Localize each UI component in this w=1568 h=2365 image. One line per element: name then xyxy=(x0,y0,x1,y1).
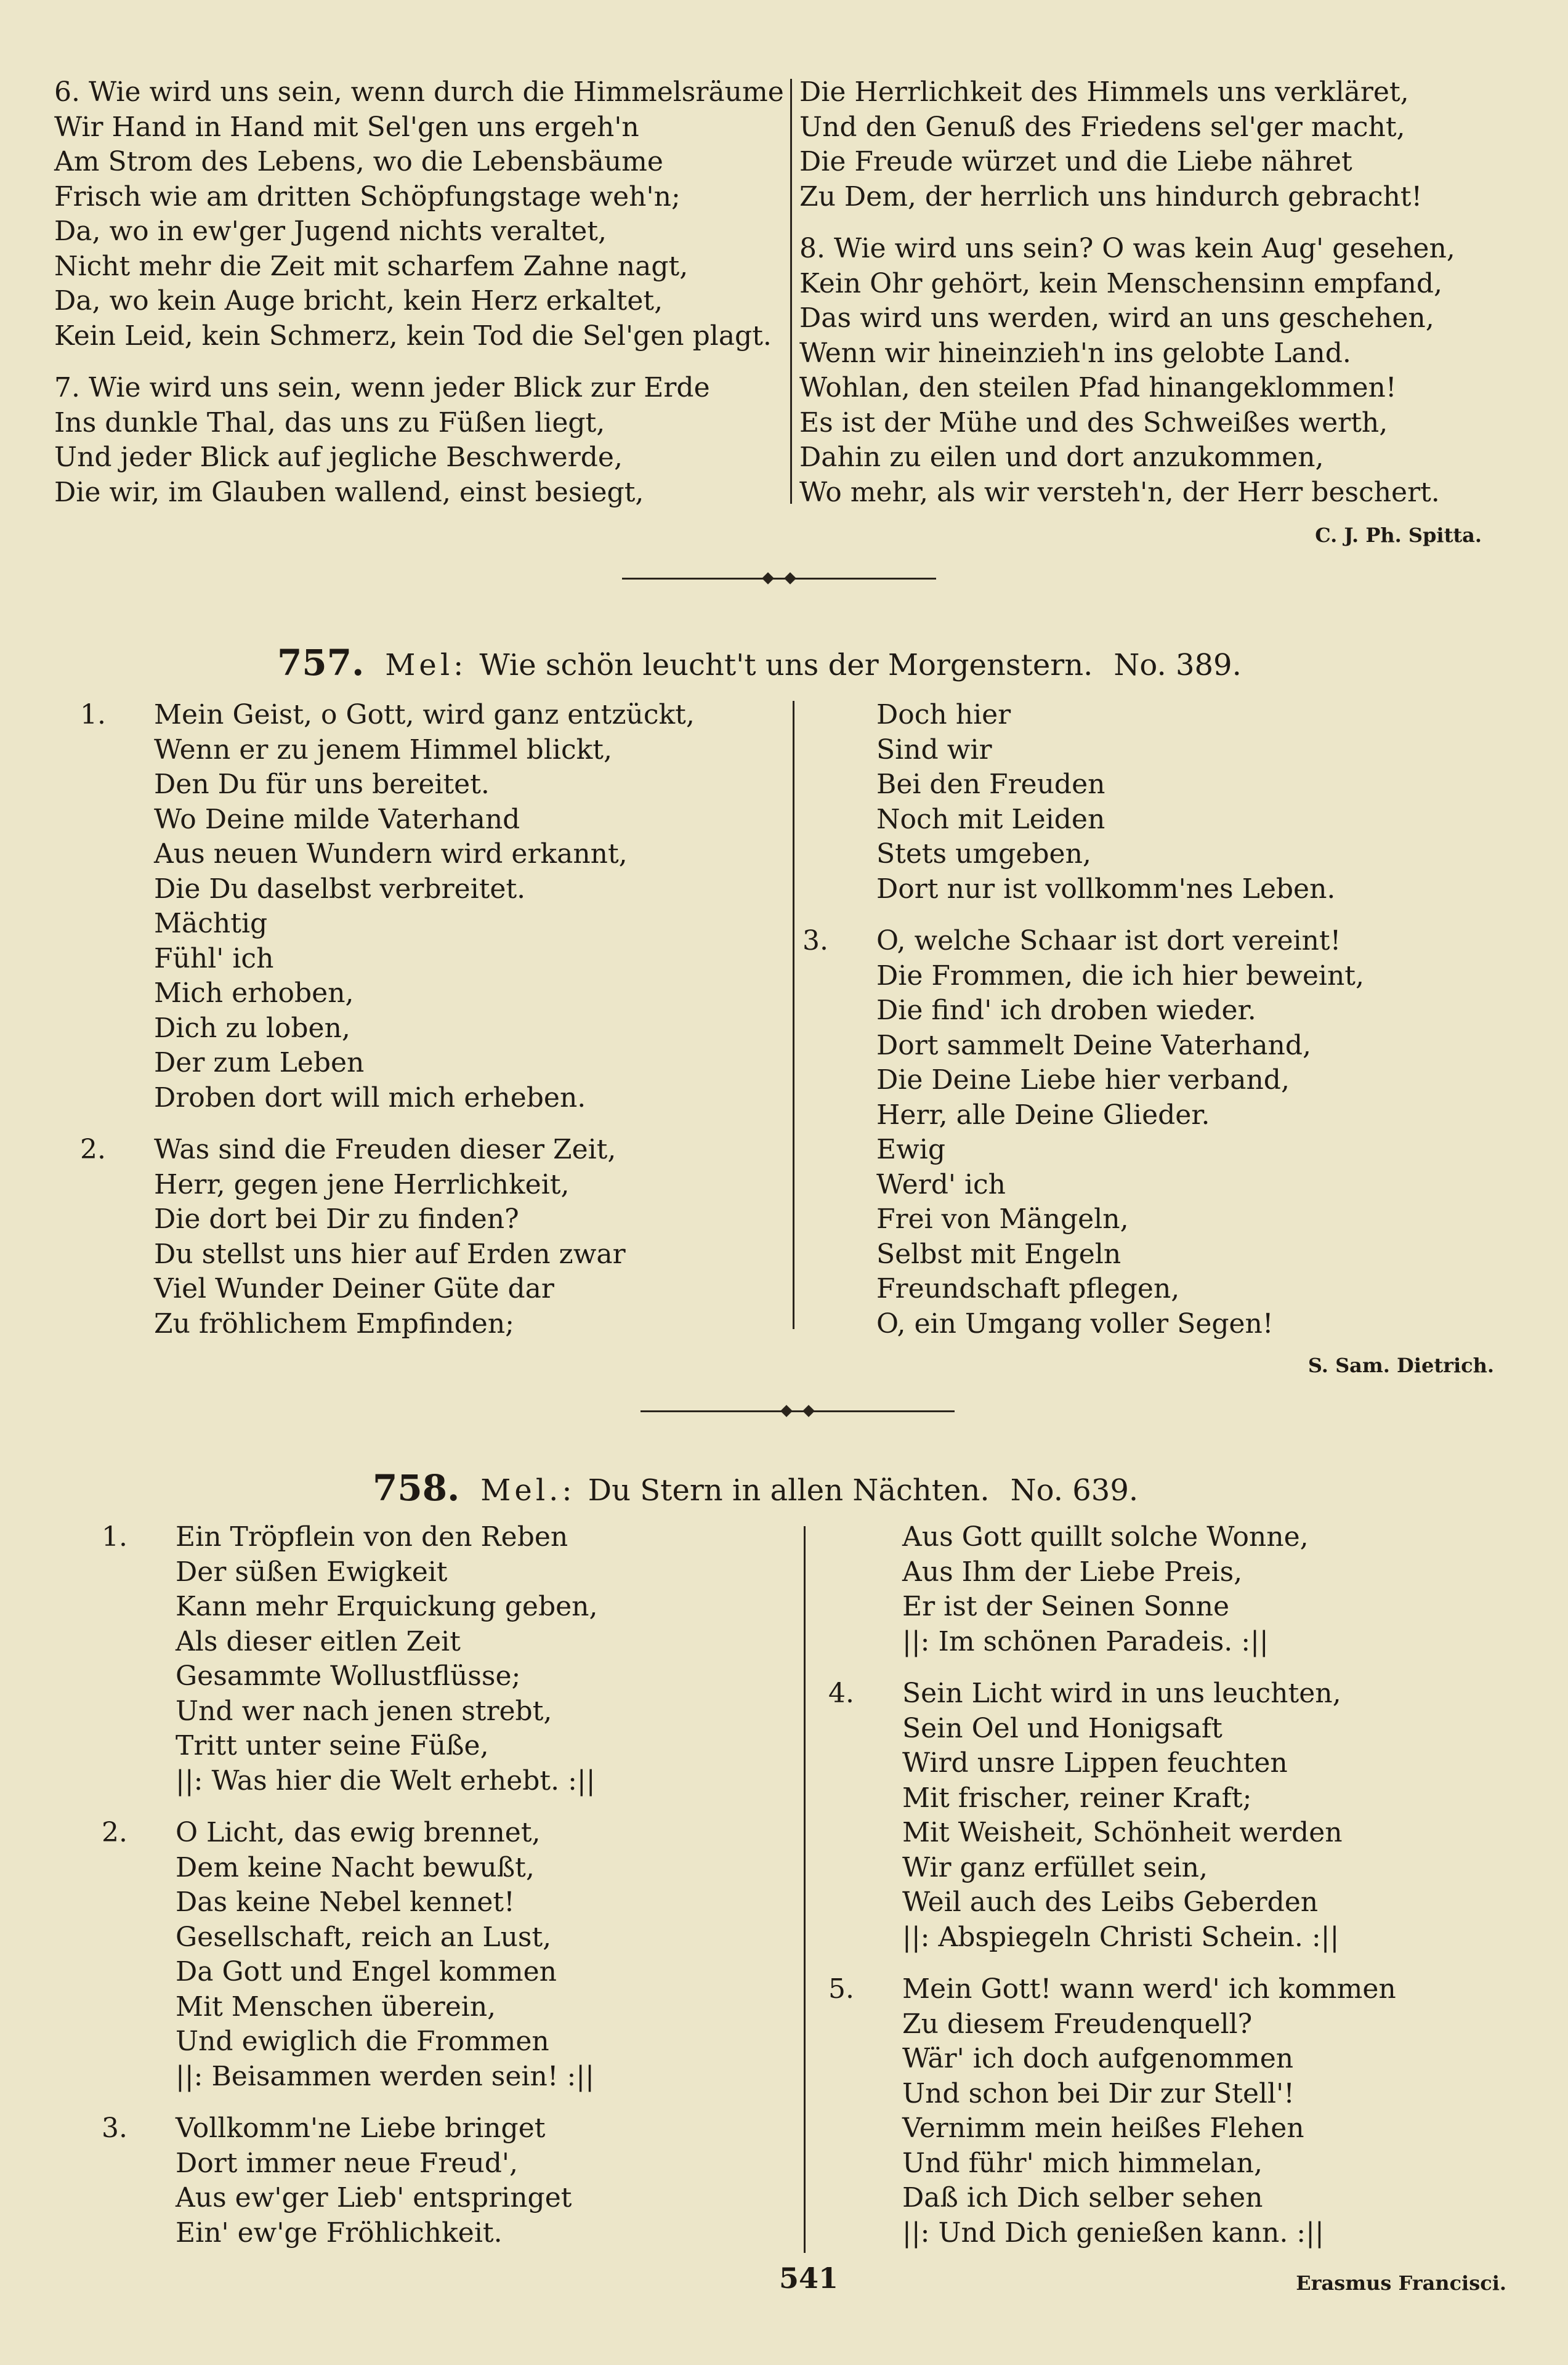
verse-text: Weil auch des Leibs Geberden xyxy=(902,1886,1319,1918)
verse-line: Wir Hand in Hand mit Sel'gen uns ergeh'n xyxy=(54,111,639,143)
page-number: 541 xyxy=(779,2262,839,2295)
verse-line: Die Freude würzet und die Liebe nähret xyxy=(799,146,1352,177)
stanza-gap xyxy=(54,354,784,371)
verse-line: Da, wo in ew'ger Jugend nichts veraltet, xyxy=(54,216,607,247)
verse-text: Mit frischer, reiner Kraft; xyxy=(902,1782,1252,1814)
verse-line xyxy=(80,872,695,907)
verse-text: ||: Und Dich genießen kann. :|| xyxy=(902,2217,1324,2249)
verse-text: Der süßen Ewigkeit xyxy=(176,1556,448,1588)
verse-text: Zu fröhlichem Empfinden; xyxy=(154,1308,514,1340)
verse-text: Da Gott und Engel kommen xyxy=(176,1956,557,1987)
verse-line xyxy=(80,1081,695,1116)
verse-line: Zu Dem, der herrlich uns hindurch gebracht! xyxy=(799,180,1423,212)
verse-line xyxy=(828,1625,1396,1660)
verse-text: Aus Gott quillt solche Wonne, xyxy=(902,1521,1309,1553)
verse-text: O, welche Schaar ist dort vereint! xyxy=(876,925,1341,956)
verse-line xyxy=(80,1046,695,1081)
melody-title: Wie schön leucht't uns der Morgenstern. xyxy=(479,648,1093,682)
verse-line: Da, wo kein Auge bricht, kein Herz erkaltet, xyxy=(54,285,663,317)
verse-line xyxy=(828,2042,1396,2077)
stanza-number: 4. xyxy=(828,1678,854,1709)
verse-text: Und führ' mich himmelan, xyxy=(902,2147,1263,2179)
verse-text: Mit Menschen überein, xyxy=(176,1991,496,2023)
verse-text: Die Deine Liebe hier verband, xyxy=(876,1064,1290,1096)
verse-line xyxy=(102,1625,597,1660)
verse-line xyxy=(80,802,695,838)
verse-line: 8. Wie wird uns sein? O was kein Aug' gesehen, xyxy=(799,233,1455,264)
verse-line: Wo mehr, als wir versteh'n, der Herr beschert. xyxy=(799,476,1440,508)
verse-line xyxy=(828,2146,1396,2181)
verse-text: ||: Was hier die Welt erhebt. :|| xyxy=(176,1765,596,1797)
verse-line: 7. Wie wird uns sein, wenn jeder Blick zur Erde xyxy=(54,372,710,403)
verse-line xyxy=(80,942,695,977)
verse-line xyxy=(828,1676,1396,1712)
verse-line xyxy=(828,1851,1396,1886)
verse-text: Mein Geist, o Gott, wird ganz entzückt, xyxy=(154,699,695,730)
verse-text: Herr, gegen jene Herrlichkeit, xyxy=(154,1168,570,1200)
verse-text: ||: Beisammen werden sein! :|| xyxy=(176,2060,594,2092)
stanza-gap xyxy=(828,1659,1396,1676)
verse-line: Das wird uns werden, wird an uns geschehen, xyxy=(799,302,1434,334)
verse-line: Am Strom des Lebens, wo die Lebensbäume xyxy=(54,146,663,177)
verse-line xyxy=(102,1851,597,1886)
verse-text: Wo Deine milde Vaterhand xyxy=(154,803,520,835)
verse-line xyxy=(828,2007,1396,2042)
verse-text: Dort immer neue Freud', xyxy=(176,2147,518,2179)
verse-text: Mich erhoben, xyxy=(154,977,354,1009)
verse-text: Sind wir xyxy=(876,734,992,766)
verse-line: Wohlan, den steilen Pfad hinangeklommen! xyxy=(799,372,1397,403)
verse-text: Herr, alle Deine Glieder. xyxy=(876,1099,1210,1131)
verse-text: Mit Weisheit, Schönheit werden xyxy=(902,1817,1343,1848)
verse-text: Fühl' ich xyxy=(154,942,274,974)
hymn-757-left-column xyxy=(80,698,695,1341)
verse-text: Zu diesem Freudenquell? xyxy=(902,2008,1253,2040)
verse-line xyxy=(80,1307,695,1342)
verse-line xyxy=(102,1555,597,1590)
verse-line: Kein Leid, kein Schmerz, kein Tod die Sel'gen plagt. xyxy=(54,320,772,352)
verse-text: Doch hier xyxy=(876,699,1011,730)
verse-line: Die Herrlichkeit des Himmels uns verkläret, xyxy=(799,76,1409,108)
verse-text: Der zum Leben xyxy=(154,1047,365,1078)
verse-line xyxy=(802,1098,1364,1133)
verse-text: Wenn er zu jenem Himmel blickt, xyxy=(154,734,612,766)
verse-text: Daß ich Dich selber sehen xyxy=(902,2182,1263,2213)
verse-line: Es ist der Mühe und des Schweißes werth, xyxy=(799,406,1388,439)
verse-text: Wär' ich doch aufgenommen xyxy=(902,2043,1294,2074)
verse-line xyxy=(802,837,1364,872)
author-francisci: Erasmus Francisci. xyxy=(1296,2271,1506,2295)
stanza-gap xyxy=(102,2094,597,2111)
melody-title: Du Stern in allen Nächten. xyxy=(588,1473,990,1508)
verse-text: Und schon bei Dir zur Stell'! xyxy=(902,2077,1295,2109)
verse-line xyxy=(828,1781,1396,1816)
stanza-number: 2. xyxy=(102,1817,127,1848)
verse-line xyxy=(802,1237,1364,1272)
verse-line: Die wir, im Glauben wallend, einst besiegt, xyxy=(54,476,644,508)
verse-line xyxy=(828,1555,1396,1590)
verse-line xyxy=(802,1029,1364,1064)
verse-line xyxy=(802,1272,1364,1307)
verse-line xyxy=(102,2146,597,2181)
verse-line: Und den Genuß des Friedens sel'ger macht, xyxy=(799,111,1405,143)
verse-text: Aus neuen Wundern wird erkannt, xyxy=(154,838,628,870)
verse-line xyxy=(828,2111,1396,2146)
verse-line xyxy=(828,1816,1396,1851)
hymn-758-header xyxy=(373,1467,1138,1509)
verse-line xyxy=(102,2060,597,2095)
stanza-number: 2. xyxy=(80,1134,106,1165)
verse-text: Die Frommen, die ich hier beweint, xyxy=(876,960,1364,992)
verse-line: Wenn wir hineinzieh'n ins gelobte Land. xyxy=(799,337,1351,369)
verse-text: Den Du für uns bereitet. xyxy=(154,769,490,800)
verse-text: Vernimm mein heißes Flehen xyxy=(902,2112,1304,2144)
verse-line xyxy=(102,2181,597,2216)
verse-line xyxy=(102,1955,597,1990)
verse-line xyxy=(80,767,695,802)
verse-line: 6. Wie wird uns sein, wenn durch die Himmelsräume xyxy=(54,76,784,108)
verse-text: Viel Wunder Deiner Güte dar xyxy=(154,1273,554,1304)
verse-text: Kann mehr Erquickung geben, xyxy=(176,1591,598,1622)
stanza-number: 5. xyxy=(828,1973,854,2005)
verse-text: Wird unsre Lippen feuchten xyxy=(902,1747,1288,1779)
verse-line xyxy=(80,1133,695,1168)
verse-line xyxy=(828,1972,1396,2007)
verse-line: Frisch wie am dritten Schöpfungstage weh'n; xyxy=(54,180,681,212)
verse-line xyxy=(802,1307,1364,1342)
verse-line xyxy=(828,1885,1396,1920)
verse-line xyxy=(802,767,1364,802)
verse-line xyxy=(80,1168,695,1203)
stanza-number: 1. xyxy=(80,699,106,730)
author-dietrich: S. Sam. Dietrich. xyxy=(1307,1354,1494,1377)
verse-line xyxy=(828,2216,1396,2251)
verse-line xyxy=(102,2111,597,2146)
verse-text: Selbst mit Engeln xyxy=(876,1238,1121,1270)
verse-text: Noch mit Leiden xyxy=(876,803,1105,835)
verse-text: Stets umgeben, xyxy=(876,838,1091,870)
verse-line xyxy=(102,1885,597,1920)
melody-label: Mel: xyxy=(385,648,467,682)
verse-line xyxy=(80,733,695,768)
verse-line xyxy=(102,1764,597,1799)
hymn-757-header xyxy=(277,642,1242,684)
verse-line xyxy=(102,1729,597,1764)
verse-text: Und wer nach jenen strebt, xyxy=(176,1695,552,1727)
stanza-gap xyxy=(802,907,1364,924)
verse-line xyxy=(828,1590,1396,1625)
hymn-758-right-column xyxy=(828,1520,1396,2250)
verse-text: Droben dort will mich erheben. xyxy=(154,1081,586,1114)
verse-line xyxy=(102,1590,597,1625)
column-rule xyxy=(790,79,792,504)
top-right-column xyxy=(799,75,1455,510)
verse-text: Das keine Nebel kennet! xyxy=(176,1886,515,1918)
verse-text: Dich zu loben, xyxy=(154,1012,350,1044)
verse-text: ||: Abspiegeln Christi Schein. :|| xyxy=(902,1921,1340,1953)
verse-line xyxy=(102,1816,597,1851)
hymn-number: 757. xyxy=(277,642,365,684)
verse-line xyxy=(102,1920,597,1955)
verse-text: Als dieser eitlen Zeit xyxy=(176,1625,461,1657)
verse-line xyxy=(828,2077,1396,2112)
verse-text: Und ewiglich die Frommen xyxy=(176,2026,549,2057)
verse-line xyxy=(102,1659,597,1694)
melody-reference: No. 639. xyxy=(1010,1473,1139,1508)
verse-line xyxy=(802,1063,1364,1098)
verse-text: Die find' ich droben wieder. xyxy=(876,995,1256,1026)
verse-line xyxy=(802,872,1364,907)
verse-text: Dort nur ist vollkomm'nes Leben. xyxy=(876,873,1336,905)
verse-line xyxy=(80,976,695,1011)
verse-line xyxy=(828,1520,1396,1555)
verse-line: Ins dunkle Thal, das uns zu Füßen liegt, xyxy=(54,406,605,439)
verse-text: Die Du daselbst verbreitet. xyxy=(154,873,526,905)
hymn-number: 758. xyxy=(373,1467,460,1509)
verse-line xyxy=(802,924,1364,959)
verse-line xyxy=(802,698,1364,733)
verse-line xyxy=(80,1237,695,1272)
verse-line: Kein Ohr gehört, kein Menschensinn empfand, xyxy=(799,267,1442,299)
verse-text: O Licht, das ewig brennet, xyxy=(176,1817,541,1848)
verse-text: Freundschaft pflegen, xyxy=(876,1273,1180,1304)
verse-line xyxy=(828,2181,1396,2216)
verse-line xyxy=(102,1990,597,2025)
verse-text: Aus Ihm der Liebe Preis, xyxy=(902,1556,1243,1588)
verse-text: Frei von Mängeln, xyxy=(876,1203,1129,1235)
verse-line: Nicht mehr die Zeit mit scharfem Zahne nagt, xyxy=(54,250,689,282)
verse-line xyxy=(828,1712,1396,1747)
column-rule xyxy=(793,701,794,1329)
stanza-number: 3. xyxy=(802,925,828,956)
melody-reference: No. 389. xyxy=(1113,648,1242,682)
verse-text: Aus ew'ger Lieb' entspringet xyxy=(176,2182,572,2213)
column-rule xyxy=(804,1526,806,2253)
verse-text: Ein Tröpflein von den Reben xyxy=(176,1521,568,1553)
verse-text: Ewig xyxy=(876,1134,946,1165)
verse-line xyxy=(102,1694,597,1729)
verse-line xyxy=(80,698,695,733)
hymn-757-right-column xyxy=(802,698,1364,1341)
verse-text: Tritt unter seine Füße, xyxy=(176,1730,489,1761)
verse-line xyxy=(80,1011,695,1046)
stanza-gap xyxy=(102,1798,597,1816)
verse-text: Sein Oel und Honigsaft xyxy=(902,1712,1222,1744)
verse-text: Mächtig xyxy=(154,908,268,939)
verse-line: Und jeder Blick auf jegliche Beschwerde, xyxy=(54,442,623,473)
verse-line xyxy=(80,1272,695,1307)
verse-text: Wir ganz erfüllet sein, xyxy=(902,1851,1208,1883)
verse-text: Ein' ew'ge Fröhlichkeit. xyxy=(176,2217,503,2249)
verse-text: Gesammte Wollustflüsse; xyxy=(176,1660,521,1692)
verse-line xyxy=(802,959,1364,994)
section-divider xyxy=(641,1410,955,1412)
verse-text: Du stellst uns hier auf Erden zwar xyxy=(154,1238,626,1270)
verse-line: Dahin zu eilen und dort anzukommen, xyxy=(799,442,1324,473)
verse-line xyxy=(802,1133,1364,1168)
section-divider xyxy=(622,578,936,580)
verse-line xyxy=(80,1202,695,1237)
verse-line xyxy=(828,1920,1396,1955)
top-left-column xyxy=(54,75,784,510)
verse-text: Was sind die Freuden dieser Zeit, xyxy=(154,1134,616,1165)
verse-text: O, ein Umgang voller Segen! xyxy=(876,1308,1274,1340)
verse-line xyxy=(828,1746,1396,1781)
author-spitta: C. J. Ph. Spitta. xyxy=(1315,524,1482,547)
verse-line xyxy=(80,907,695,942)
verse-text: Sein Licht wird in uns leuchten, xyxy=(902,1678,1341,1709)
stanza-number: 1. xyxy=(102,1521,127,1553)
verse-line xyxy=(80,837,695,872)
stanza-gap xyxy=(80,1115,695,1133)
verse-text: Werd' ich xyxy=(876,1168,1006,1200)
melody-label: Mel.: xyxy=(480,1473,576,1508)
verse-line xyxy=(802,802,1364,838)
verse-line xyxy=(102,2216,597,2251)
verse-text: Vollkomm'ne Liebe bringet xyxy=(176,2112,546,2144)
verse-text: Gesellschaft, reich an Lust, xyxy=(176,1921,552,1953)
verse-line xyxy=(102,1520,597,1555)
stanza-gap xyxy=(799,214,1455,232)
verse-line xyxy=(802,1202,1364,1237)
hymn-758-left-column xyxy=(102,1520,597,2250)
verse-text: Dem keine Nacht bewußt, xyxy=(176,1851,535,1883)
verse-line xyxy=(802,733,1364,768)
verse-text: Dort sammelt Deine Vaterhand, xyxy=(876,1029,1312,1061)
verse-text: Er ist der Seinen Sonne xyxy=(902,1591,1229,1622)
stanza-gap xyxy=(828,1955,1396,1972)
verse-text: Bei den Freuden xyxy=(876,769,1105,800)
verse-text: Die dort bei Dir zu finden? xyxy=(154,1203,519,1235)
verse-line xyxy=(802,1168,1364,1203)
stanza-number: 3. xyxy=(102,2112,127,2144)
verse-text: ||: Im schönen Paradeis. :|| xyxy=(902,1625,1269,1657)
verse-line xyxy=(802,993,1364,1029)
verse-text: Mein Gott! wann werd' ich kommen xyxy=(902,1973,1396,2005)
verse-line xyxy=(102,2024,597,2060)
